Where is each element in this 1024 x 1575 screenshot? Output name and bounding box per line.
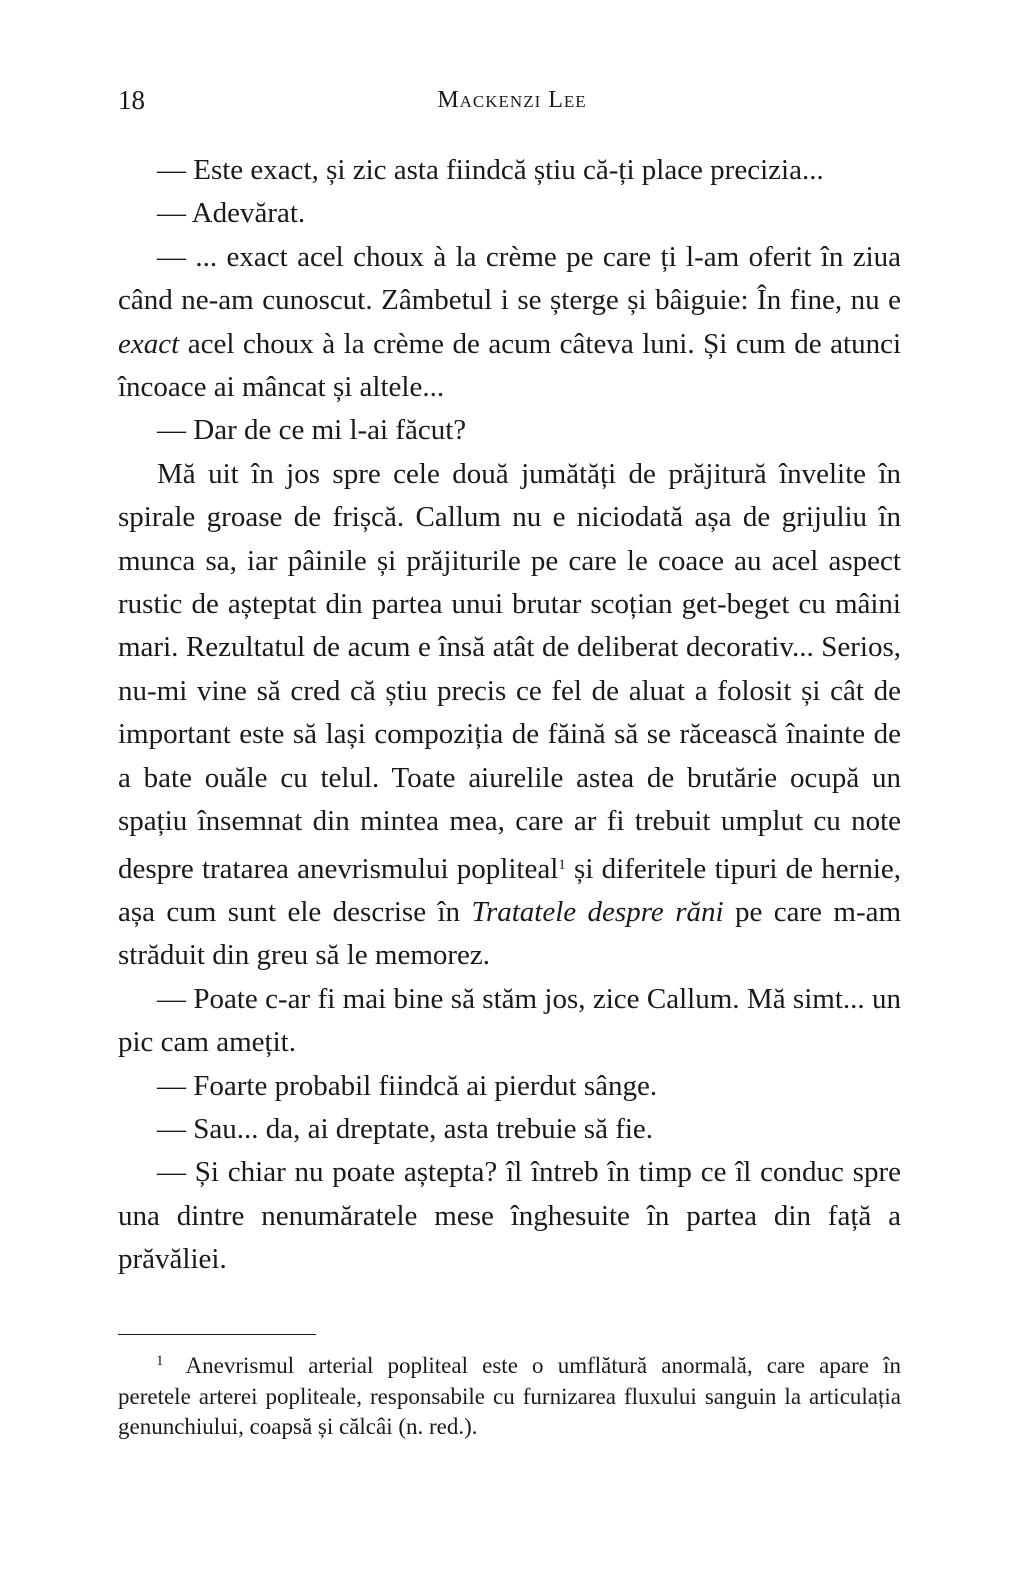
paragraph-text: Mă uit în jos spre cele două jumătăți de prăjitură învelite în spirale groase de frișcă. Callum nu e niciodată așa de grijuliu în munca sa, iar pâinile și prăjiturile pe care le coace au acel aspect rustic de așteptat din partea unui brutar scoțian get-beget cu mâini mari. Rezultatul de acum e însă atât de deliberat decorativ... Serios, nu-mi vine să cred că știu precis ce fel de aluat a folosit și cât de important este să lași compoziția de făină să se răcească înainte de a bate ouăle cu telul. Toate aiurelile astea de brutărie ocupă un spațiu însemnat din mintea mea, care ar fi trebuit umplut cu note despre tratarea anevrismului popliteal [118, 457, 901, 885]
paragraph-text: și diferitele tipuri de hernie, așa cum sunt ele descrise în [118, 852, 901, 928]
page-number: 18 [118, 85, 145, 115]
body-text [118, 149, 901, 1282]
paragraph-text: acel choux à la crème de acum câteva luni. Și cum de atunci încoace ai mâncat și altele... [118, 327, 902, 404]
paragraph [118, 453, 901, 978]
paragraph: — Foarte probabil fiindcă ai pierdut sânge. [157, 1069, 658, 1102]
paragraph: — Sau... da, ai dreptate, asta trebuie să fie. [157, 1112, 654, 1145]
footnote [118, 1346, 901, 1443]
paragraph: — Și chiar nu poate aștepta? îl întreb în timp ce îl conduc spre una dintre nenumăratele mese înghesuite în partea din față a prăvăliei. [118, 1156, 901, 1276]
paragraph: — Dar de ce mi l-ai făcut? [157, 414, 467, 447]
paragraph [118, 236, 901, 410]
italic-text: Tratatele despre răni [471, 895, 724, 928]
footnote-divider [118, 1334, 316, 1335]
italic-text: exact [118, 327, 180, 360]
paragraph: — Poate c-ar fi mai bine să stăm jos, zice Callum. Mă simt... un pic cam amețit. [118, 982, 901, 1059]
footnote-text: Anevrismul arterial popliteal este o umflătură anormală, care apare în peretele arterei popliteale, responsabile cu furnizarea fluxului sanguin la articulația genunchiului, coapsă și călcâi (n. red.). [118, 1353, 901, 1439]
running-header-author: Mackenzi Lee [437, 87, 587, 113]
footnote-number: 1 [156, 1353, 164, 1369]
paragraph-text: — ... exact acel choux à la crème pe care ți l-am oferit în ziua când ne-am cunoscut. Zâmbetul i se șterge și bâiguie: În fine, nu e [118, 240, 901, 317]
paragraph: — Este exact, și zic asta fiindcă știu că-ți place precizia... [157, 154, 824, 186]
footnote-reference: 1 [558, 856, 566, 873]
paragraph: — Adevărat. [157, 197, 306, 230]
paragraph-text: pe care m-am străduit din greu să le memorez. [118, 895, 902, 972]
